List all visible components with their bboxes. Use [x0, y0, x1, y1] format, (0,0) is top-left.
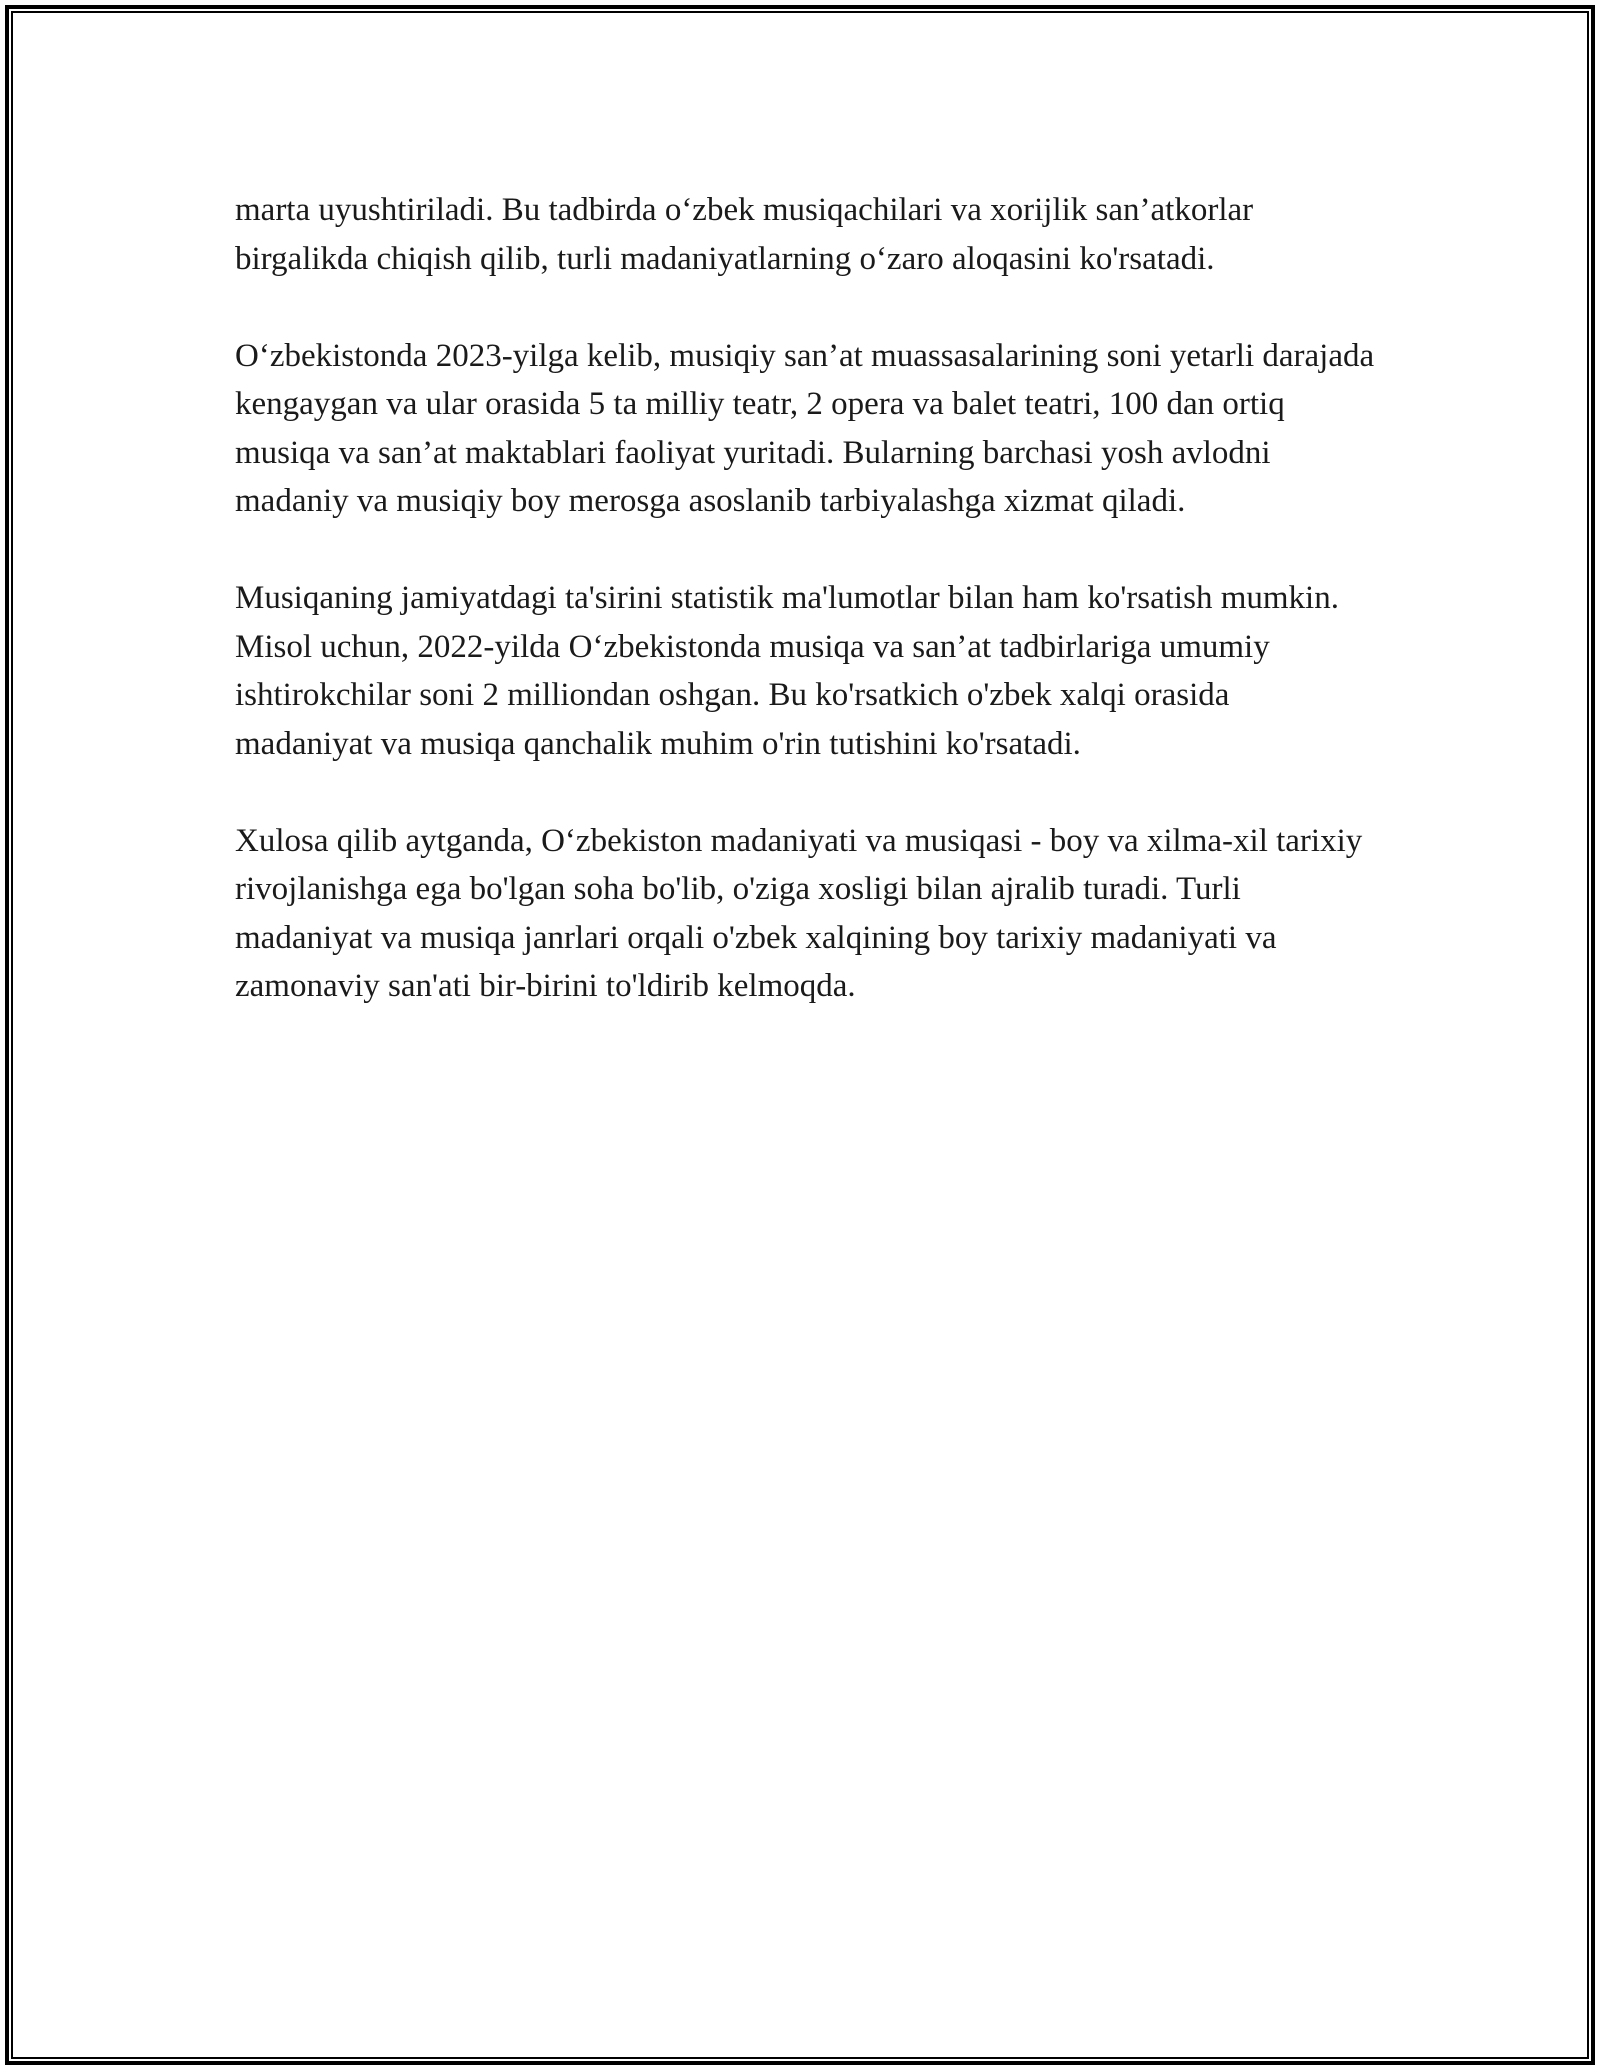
document-body: [235, 186, 1375, 1011]
paragraph-1: marta uyushtiriladi. Bu tadbirda o‘zbek musiqachilari va xorijlik san’atkorlar birgalikda chiqish qilib, turli madaniyatlarning o‘zaro aloqasini ko'rsatadi.: [235, 192, 1254, 277]
paragraph-2: O‘zbekistonda 2023-yilga kelib, musiqiy san’at muassasalarining soni yetarli darajada kengaygan va ular orasida 5 ta milliy teatr, 2 opera va balet teatri, 100 dan ortiq musiqa va san’at maktablari faoliyat yuritadi. Bularning barchasi yosh avlodni madaniy va musiqiy boy merosga asoslanib tarbiyalashga xizmat qiladi.: [235, 337, 1375, 519]
paragraph-4: Xulosa qilib aytganda, O‘zbekiston madaniyati va musiqasi - boy va xilma-xil tarixiy rivojlanishga ega bo'lgan soha bo'lib, o'ziga xosligi bilan ajralib turadi. Turli madaniyat va musiqa janrlari orqali o'zbek xalqining boy tarixiy madaniyati va zamonaviy san'ati bir-birini to'ldirib kelmoqda.: [235, 822, 1363, 1004]
paragraph-3: Musiqaning jamiyatdagi ta'sirini statistik ma'lumotlar bilan ham ko'rsatish mumkin. Misol uchun, 2022-yilda O‘zbekistonda musiqa va san’at tadbirlariga umumiy ishtirokchilar soni 2 milliondan oshgan. Bu ko'rsatkich o'zbek xalqi orasida madaniyat va musiqa qanchalik muhim o'rin tutishini ko'rsatadi.: [235, 580, 1339, 762]
